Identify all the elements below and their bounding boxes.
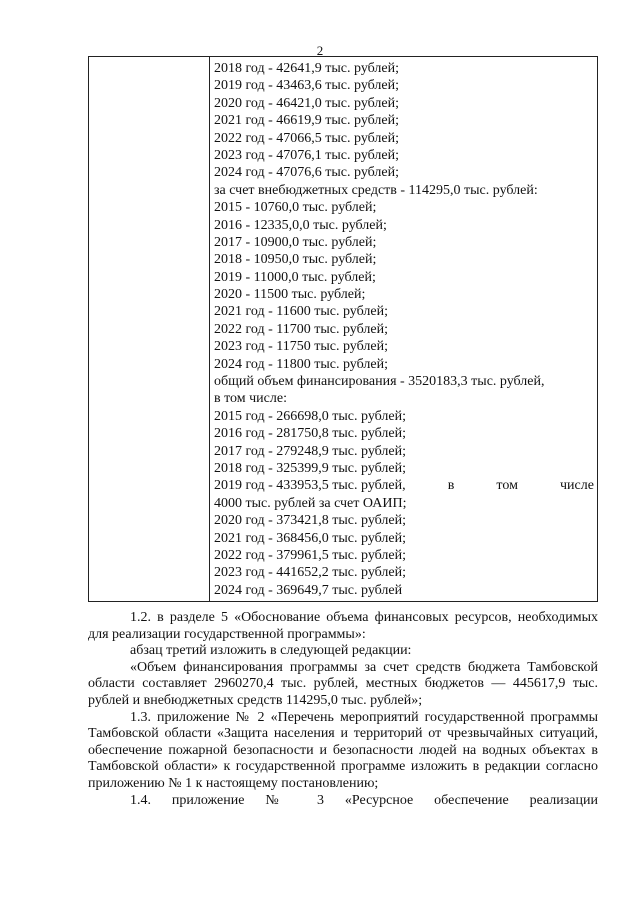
table-line: 2024 год - 47076,6 тыс. рублей; <box>214 165 400 181</box>
table-line: 2021 год - 11600 тыс. рублей; <box>214 304 388 320</box>
line-2019-start: 2019 год - 433953,5 тыс. рублей, <box>214 478 406 494</box>
line-2019-word: числе <box>560 478 594 494</box>
table-line: 2020 - 11500 тыс. рублей; <box>214 287 366 303</box>
table-line: в том числе: <box>214 391 287 407</box>
table-line: 2020 год - 46421,0 тыс. рублей; <box>214 95 400 111</box>
table-line: 2019 - 11000,0 тыс. рублей; <box>214 269 376 285</box>
table-line: 2019 год - 43463,6 тыс. рублей; <box>214 78 400 94</box>
table-line-total-text: общий объем финансирования - 3520183,3 тыс. рублей, <box>214 374 545 390</box>
table-line: 2015 - 10760,0 тыс. рублей; <box>214 200 377 216</box>
table-line: за счет внебюджетных средств - 114295,0 тыс. рублей: <box>214 182 538 198</box>
table-line: 2018 - 10950,0 тыс. рублей; <box>214 252 377 268</box>
financing-cell <box>214 60 594 599</box>
table-line: 4000 тыс. рублей за счет ОАИП; <box>214 495 407 511</box>
financing-table <box>88 56 598 602</box>
table-line: 2022 год - 47066,5 тыс. рублей; <box>214 130 400 146</box>
table-line-total <box>214 373 594 390</box>
table-line: 2016 год - 281750,8 тыс. рублей; <box>214 426 407 442</box>
table-line: 2024 год - 369649,7 тыс. рублей <box>214 582 403 598</box>
paragraph-abzac: абзац третий изложить в следующей редакции: <box>130 643 412 659</box>
document-body <box>88 610 598 809</box>
table-line: 2021 год - 46619,9 тыс. рублей; <box>214 113 400 129</box>
table-line: 2020 год - 373421,8 тыс. рублей; <box>214 513 407 529</box>
table-line: 2022 год - 11700 тыс. рублей; <box>214 321 388 337</box>
table-line: 2023 год - 47076,1 тыс. рублей; <box>214 147 400 163</box>
table-line: 2015 год - 266698,0 тыс. рублей; <box>214 408 407 424</box>
paragraph-quote: «Объем финансирования программы за счет средств бюджета Тамбовской области составляет 2960270,4 тыс. рублей, местных бюджетов — 445617,9 тыс. рублей и внебюджетных средств 114295,0 тыс. рублей»; <box>88 659 598 708</box>
table-line: 2021 год - 368456,0 тыс. рублей; <box>214 530 407 546</box>
table-line-2019 <box>214 477 594 494</box>
table-line: 2017 год - 279248,9 тыс. рублей; <box>214 443 407 459</box>
table-line: 2018 год - 325399,9 тыс. рублей; <box>214 460 407 476</box>
table-line: 2022 год - 379961,5 тыс. рублей; <box>214 547 407 563</box>
paragraph-appendix-3: 1.4. приложение № 3 «Ресурсное обеспечение реализации <box>130 792 598 808</box>
line-2019-word: в <box>447 478 455 494</box>
table-line: 2017 - 10900,0 тыс. рублей; <box>214 234 377 250</box>
line-2019-word: том <box>496 478 518 494</box>
table-line: 2016 - 12335,0,0 тыс. рублей; <box>214 217 387 233</box>
paragraph-section-5: 1.2. в разделе 5 «Обоснование объема финансовых ресурсов, необходимых для реализации государственной программы»: <box>88 610 598 642</box>
table-column-divider <box>209 57 210 601</box>
table-line: 2023 год - 441652,2 тыс. рублей; <box>214 565 407 581</box>
table-line: 2023 год - 11750 тыс. рублей; <box>214 339 388 355</box>
paragraph-appendix-2: 1.3. приложение № 2 «Перечень мероприятий государственной программы Тамбовской области «Защита населения и территорий от чрезвычайных ситуаций, обеспечение пожарной безопасности и безопасности людей на водных объектах в Тамбовской области» к государственной программе изложить в редакции согласно приложению № 1 к настоящему постановлению; <box>88 709 598 791</box>
table-line: 2024 год - 11800 тыс. рублей; <box>214 356 388 372</box>
page-number: 2 <box>316 43 324 58</box>
table-line: 2018 год - 42641,9 тыс. рублей; <box>214 61 400 76</box>
